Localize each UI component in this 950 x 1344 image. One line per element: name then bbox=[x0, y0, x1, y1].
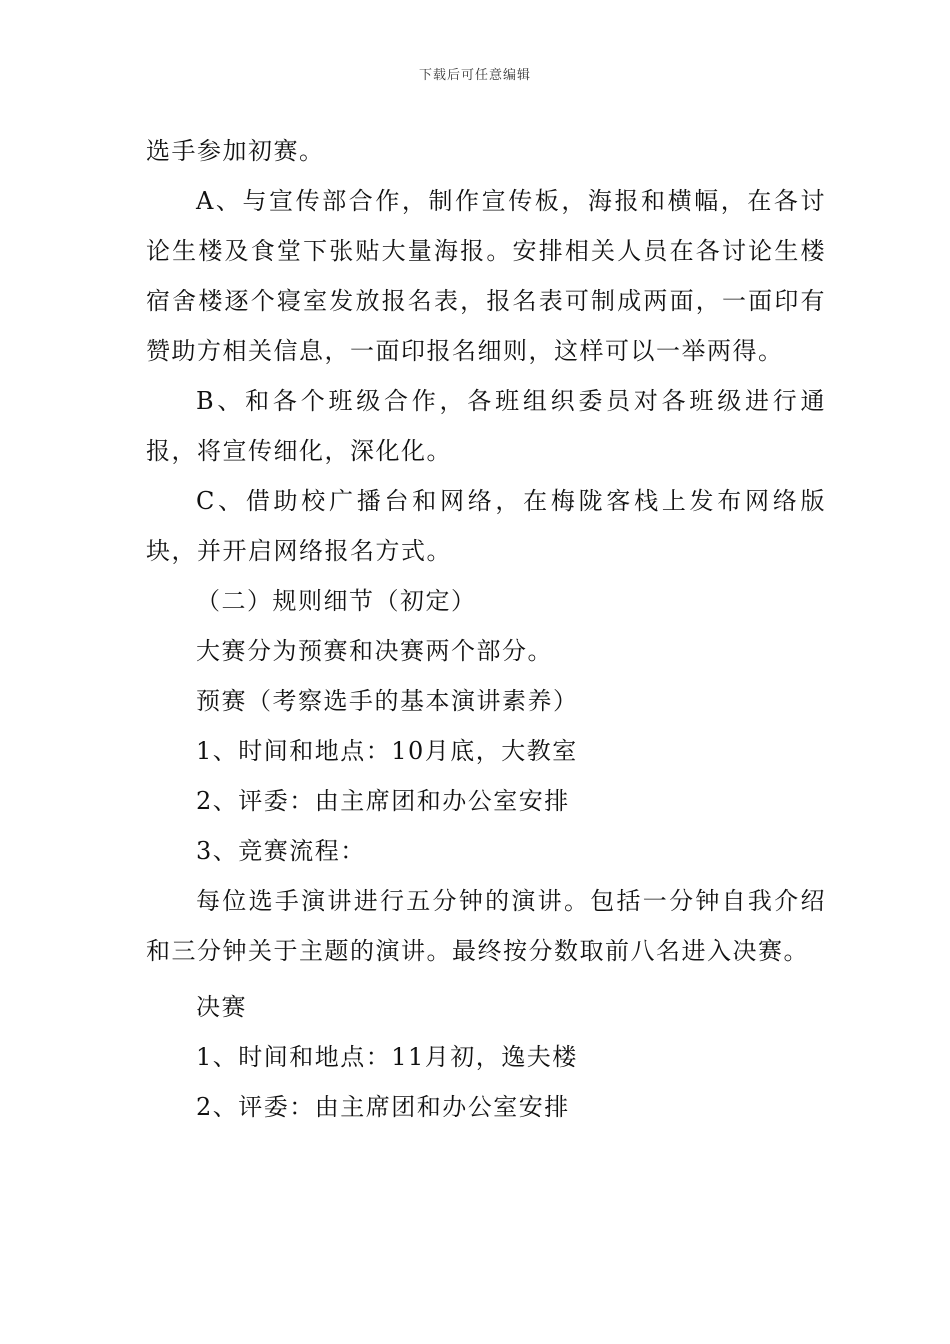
page-header: 下载后可任意编辑 bbox=[418, 68, 531, 83]
item-prelim-process: 3、竞赛流程： bbox=[196, 837, 366, 865]
heading-final: 决赛 bbox=[196, 993, 247, 1021]
paragraph-structure: 大赛分为预赛和决赛两个部分。 bbox=[196, 637, 553, 665]
item-final-judges: 2、评委：由主席团和办公室安排 bbox=[196, 1093, 570, 1121]
heading-preliminary: 预赛（考察选手的基本演讲素养） bbox=[196, 687, 579, 715]
item-prelim-judges: 2、评委：由主席团和办公室安排 bbox=[196, 787, 570, 815]
item-final-time: 1、时间和地点：11月初，逸夫楼 bbox=[196, 1043, 578, 1071]
paragraph-promo-b: B、和各个班级合作，各班组织委员对各班级进行通报，将宣传细化，深化化。 bbox=[146, 387, 826, 465]
item-prelim-time: 1、时间和地点：10月底，大教室 bbox=[196, 737, 578, 765]
document-body bbox=[146, 126, 826, 1132]
section-heading-rules: （二）规则细节（初定） bbox=[196, 587, 477, 615]
paragraph-continuation: 选手参加初赛。 bbox=[146, 137, 325, 165]
paragraph-promo-a: A、与宣传部合作，制作宣传板，海报和横幅，在各讨论生楼及食堂下张贴大量海报。安排相关人员在各讨论生楼宿舍楼逐个寝室发放报名表，报名表可制成两面，一面印有赞助方相关信息，一面印报名细则，这样可以一举两得。 bbox=[146, 187, 826, 365]
paragraph-promo-c: C、借助校广播台和网络，在梅陇客栈上发布网络版块，并开启网络报名方式。 bbox=[146, 487, 826, 565]
paragraph-prelim-detail: 每位选手演讲进行五分钟的演讲。包括一分钟自我介绍和三分钟关于主题的演讲。最终按分数取前八名进入决赛。 bbox=[146, 887, 826, 965]
